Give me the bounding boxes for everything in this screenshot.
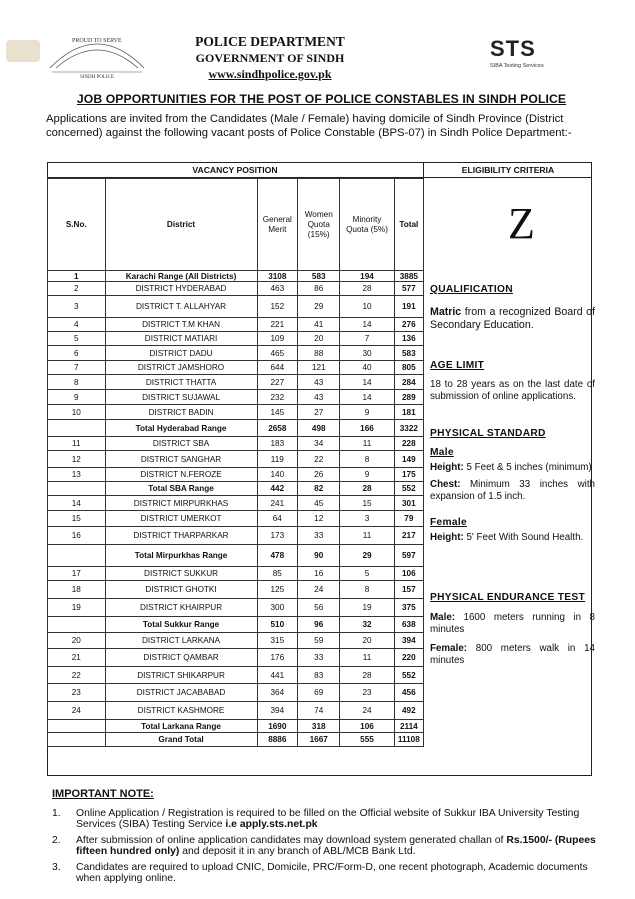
cell-sno: 1: [48, 271, 106, 282]
table-row: [48, 496, 424, 511]
cell-sno: 20: [48, 633, 106, 649]
table-row: [48, 405, 424, 420]
cell-total: 597: [394, 545, 423, 567]
cell-women-quota: 20: [298, 332, 340, 346]
eligibility-mark: Z: [508, 199, 535, 248]
cell-minority-quota: 166: [340, 420, 394, 437]
cell-sno: 6: [48, 346, 106, 361]
cell-women-quota: 88: [298, 346, 340, 361]
cell-minority-quota: 106: [340, 720, 394, 733]
cell-minority-quota: 7: [340, 332, 394, 346]
cell-minority-quota: 11: [340, 527, 394, 545]
cell-district: DISTRICT KASHMORE: [105, 702, 257, 720]
cell-women-quota: 33: [298, 649, 340, 667]
apply-link[interactable]: i.e apply.sts.net.pk: [225, 819, 318, 831]
cell-general-merit: 152: [257, 296, 298, 318]
cell-district: DISTRICT GHOTKI: [105, 581, 257, 599]
cell-district: DISTRICT SUKKUR: [105, 567, 257, 581]
cell-women-quota: 27: [298, 405, 340, 420]
cell-district: DISTRICT JACABABAD: [105, 684, 257, 702]
cell-sno: 5: [48, 332, 106, 346]
cell-general-merit: 109: [257, 332, 298, 346]
cell-general-merit: 644: [257, 361, 298, 375]
endurance-test-section: [430, 592, 595, 667]
cell-total: 3322: [394, 420, 423, 437]
table-row: [48, 702, 424, 720]
cell-minority-quota: 9: [340, 468, 394, 482]
table-row: [48, 346, 424, 361]
cell-general-merit: 394: [257, 702, 298, 720]
page-title: JOB OPPORTUNITIES FOR THE POST OF POLICE CONSTABLES IN SINDH POLICE: [76, 92, 567, 106]
cell-women-quota: 74: [298, 702, 340, 720]
range-total-row: [48, 720, 424, 733]
table-row: [48, 451, 424, 468]
male-height-text: [430, 462, 595, 474]
table-row: [48, 567, 424, 581]
cell-sno: 16: [48, 527, 106, 545]
cell-sno: 3: [48, 296, 106, 318]
col-header-total: Total: [394, 179, 423, 271]
qualification-heading: QUALIFICATION: [430, 284, 513, 295]
note-number: 1.: [52, 808, 61, 819]
cell-general-merit: 241: [257, 496, 298, 511]
age-limit-heading: AGE LIMIT: [430, 360, 485, 371]
cell-minority-quota: 14: [340, 375, 394, 390]
endurance-test-heading: PHYSICAL ENDURANCE TEST: [430, 592, 586, 603]
cell-minority-quota: 28: [340, 282, 394, 296]
cell-women-quota: 318: [298, 720, 340, 733]
table-row: [48, 296, 424, 318]
col-header-women-quota: Women Quota (15%): [298, 179, 340, 271]
intro-paragraph: Applications are invited from the Candidates (Male / Female) having domicile of Sindh Province (District concerned) against the following vacant posts of Police Constable (BPS-07) in Sindh Police Department:-: [46, 113, 572, 139]
sts-logo: [490, 36, 570, 80]
cell-total: 106: [394, 567, 423, 581]
cell-district: Total Mirpurkhas Range: [105, 545, 257, 567]
cell-district: DISTRICT SHIKARPUR: [105, 667, 257, 684]
cell-total: 157: [394, 581, 423, 599]
cell-minority-quota: 15: [340, 496, 394, 511]
cell-minority-quota: 11: [340, 649, 394, 667]
cell-minority-quota: 11: [340, 437, 394, 451]
header-line-government: GOVERNMENT OF SINDH: [195, 51, 345, 65]
cell-general-merit: 85: [257, 567, 298, 581]
table-row: [48, 375, 424, 390]
cell-total: 394: [394, 633, 423, 649]
important-note-heading: IMPORTANT NOTE:: [52, 788, 154, 800]
qualification-bold: Matric: [430, 306, 462, 318]
note-text-part: Online Application / Registration is required to be filled on the Official website of Sukkur IBA University Testing Services (SIBA) Testing Service: [76, 808, 580, 831]
cell-total: 181: [394, 405, 423, 420]
table-row: [48, 684, 424, 702]
cell-district: DISTRICT MIRPURKHAS: [105, 496, 257, 511]
table-row: [48, 437, 424, 451]
sts-logo-text: STS: [490, 36, 536, 61]
cell-general-merit: 478: [257, 545, 298, 567]
cell-sno: 23: [48, 684, 106, 702]
cell-total: 583: [394, 346, 423, 361]
cell-women-quota: 24: [298, 581, 340, 599]
cell-total: 301: [394, 496, 423, 511]
cell-general-merit: 140: [257, 468, 298, 482]
range-total-row: [48, 420, 424, 437]
cell-minority-quota: 40: [340, 361, 394, 375]
cell-minority-quota: 29: [340, 545, 394, 567]
cell-general-merit: 441: [257, 667, 298, 684]
col-header-district: District: [105, 179, 257, 271]
cell-general-merit: 221: [257, 318, 298, 332]
svg-text:PROUD TO SERVE: PROUD TO SERVE: [72, 38, 122, 44]
table-header-row: [48, 179, 424, 271]
cell-general-merit: 227: [257, 375, 298, 390]
table-row: [48, 468, 424, 482]
cell-general-merit: 8886: [257, 733, 298, 747]
cell-women-quota: 59: [298, 633, 340, 649]
cell-total: 284: [394, 375, 423, 390]
stamp-mark: [6, 40, 40, 62]
cell-sno: 14: [48, 496, 106, 511]
cell-general-merit: 125: [257, 581, 298, 599]
range-total-row: [48, 617, 424, 633]
cell-district: DISTRICT SUJAWAL: [105, 390, 257, 405]
female-walk-value: 800 meters walk in 14 minutes: [430, 643, 595, 666]
table-row: [48, 667, 424, 684]
cell-district: DISTRICT HYDERABAD: [105, 282, 257, 296]
cell-general-merit: 183: [257, 437, 298, 451]
cell-minority-quota: 555: [340, 733, 394, 747]
physical-standard-section: [430, 428, 595, 544]
cell-total: 2114: [394, 720, 423, 733]
male-height-label: Height:: [430, 462, 464, 473]
cell-general-merit: 173: [257, 527, 298, 545]
cell-women-quota: 16: [298, 567, 340, 581]
cell-women-quota: 45: [298, 496, 340, 511]
cell-district: DISTRICT JAMSHORO: [105, 361, 257, 375]
cell-sno: 7: [48, 361, 106, 375]
col-header-minority-quota: Minority Quota (5%): [340, 179, 394, 271]
header-website-link[interactable]: www.sindhpolice.gov.pk: [208, 67, 332, 81]
cell-total: 552: [394, 667, 423, 684]
female-walk-text: [430, 643, 595, 667]
age-limit-section: [430, 360, 595, 403]
cell-minority-quota: 23: [340, 684, 394, 702]
cell-total: 191: [394, 296, 423, 318]
cell-minority-quota: 20: [340, 633, 394, 649]
cell-sno: 9: [48, 390, 106, 405]
cell-women-quota: 34: [298, 437, 340, 451]
cell-sno: 8: [48, 375, 106, 390]
cell-minority-quota: 24: [340, 702, 394, 720]
cell-general-merit: 465: [257, 346, 298, 361]
cell-sno: 15: [48, 511, 106, 527]
qualification-text: [430, 306, 595, 332]
table-row: [48, 527, 424, 545]
cell-general-merit: 442: [257, 482, 298, 496]
cell-women-quota: 41: [298, 318, 340, 332]
cell-women-quota: 96: [298, 617, 340, 633]
note-text: [76, 808, 612, 831]
cell-district: DISTRICT SBA: [105, 437, 257, 451]
note-item: [52, 808, 612, 831]
cell-total: 3885: [394, 271, 423, 282]
cell-general-merit: 64: [257, 511, 298, 527]
header-line-department: POLICE DEPARTMENT: [195, 34, 345, 49]
cell-general-merit: 3108: [257, 271, 298, 282]
cell-total: 276: [394, 318, 423, 332]
cell-general-merit: 463: [257, 282, 298, 296]
cell-district: DISTRICT T. ALLAHYAR: [105, 296, 257, 318]
cell-sno: 11: [48, 437, 106, 451]
cell-district: DISTRICT KHAIRPUR: [105, 599, 257, 617]
cell-district: DISTRICT THATTA: [105, 375, 257, 390]
note-item: [52, 835, 612, 858]
cell-minority-quota: 14: [340, 390, 394, 405]
cell-minority-quota: 9: [340, 405, 394, 420]
male-run-label: Male:: [430, 612, 456, 623]
note-number: 2.: [52, 834, 61, 846]
table-row: [48, 511, 424, 527]
cell-sno: 21: [48, 649, 106, 667]
cell-women-quota: 69: [298, 684, 340, 702]
physical-standard-heading: PHYSICAL STANDARD: [430, 428, 546, 439]
cell-women-quota: 1667: [298, 733, 340, 747]
cell-women-quota: 121: [298, 361, 340, 375]
cell-sno: 22: [48, 667, 106, 684]
note-text-part: and deposit it in any branch of ABL/MCB Bank Ltd.: [179, 846, 416, 858]
cell-minority-quota: 5: [340, 567, 394, 581]
cell-general-merit: 232: [257, 390, 298, 405]
cell-district: DISTRICT THARPARKAR: [105, 527, 257, 545]
male-chest-text: [430, 479, 595, 503]
cell-general-merit: 300: [257, 599, 298, 617]
cell-total: 456: [394, 684, 423, 702]
table-row: [48, 599, 424, 617]
sindh-police-logo: [42, 28, 152, 80]
cell-sno: 10: [48, 405, 106, 420]
cell-district: Grand Total: [105, 733, 257, 747]
cell-minority-quota: 194: [340, 271, 394, 282]
cell-total: 175: [394, 468, 423, 482]
cell-total: 577: [394, 282, 423, 296]
cell-district: DISTRICT MATIARI: [105, 332, 257, 346]
cell-women-quota: 29: [298, 296, 340, 318]
cell-sno: 2: [48, 282, 106, 296]
cell-sno: [48, 733, 106, 747]
cell-minority-quota: 30: [340, 346, 394, 361]
female-walk-label: Female:: [430, 643, 468, 654]
table-row: [48, 318, 424, 332]
cell-minority-quota: 28: [340, 667, 394, 684]
col-header-general-merit: General Merit: [257, 179, 298, 271]
cell-district: DISTRICT DADU: [105, 346, 257, 361]
table-row: [48, 633, 424, 649]
cell-women-quota: 83: [298, 667, 340, 684]
cell-sno: [48, 545, 106, 567]
cell-total: 79: [394, 511, 423, 527]
cell-minority-quota: 19: [340, 599, 394, 617]
cell-total: 805: [394, 361, 423, 375]
cell-district: Total SBA Range: [105, 482, 257, 496]
sts-logo-subtitle: SIBA Testing Services: [490, 63, 544, 69]
range-total-row: [48, 545, 424, 567]
cell-sno: [48, 420, 106, 437]
female-height-value: 5' Feet With Sound Health.: [463, 532, 584, 543]
note-number: 3.: [52, 861, 61, 873]
cell-minority-quota: 8: [340, 581, 394, 599]
cell-district: Total Larkana Range: [105, 720, 257, 733]
range-total-row: [48, 482, 424, 496]
note-text-part: After submission of online application candidates may download system generated challan of: [76, 834, 507, 846]
cell-sno: 17: [48, 567, 106, 581]
cell-women-quota: 583: [298, 271, 340, 282]
cell-women-quota: 26: [298, 468, 340, 482]
note-text: Candidates are required to upload CNIC, Domicile, PRC/Form-D, one recent photograph, Academic documents when applying online.: [76, 861, 588, 885]
vacancy-table: [47, 178, 424, 747]
cell-total: 149: [394, 451, 423, 468]
male-height-value: 5 Feet & 5 inches (minimum): [463, 462, 592, 473]
cell-women-quota: 33: [298, 527, 340, 545]
cell-women-quota: 12: [298, 511, 340, 527]
cell-general-merit: 176: [257, 649, 298, 667]
challan-amount: Rs.1500/- (Rupees fifteen hundred only): [76, 834, 596, 858]
cell-general-merit: 145: [257, 405, 298, 420]
cell-total: 552: [394, 482, 423, 496]
cell-general-merit: 119: [257, 451, 298, 468]
cell-district: DISTRICT BADIN: [105, 405, 257, 420]
cell-sno: [48, 720, 106, 733]
cell-total: 136: [394, 332, 423, 346]
table-row: [48, 332, 424, 346]
cell-general-merit: 2658: [257, 420, 298, 437]
table-row: [48, 361, 424, 375]
cell-total: 217: [394, 527, 423, 545]
range-total-row: [48, 733, 424, 747]
note-item: [52, 862, 612, 885]
table-row: [48, 390, 424, 405]
cell-women-quota: 43: [298, 390, 340, 405]
male-heading: Male: [430, 447, 454, 458]
cell-total: 228: [394, 437, 423, 451]
cell-women-quota: 498: [298, 420, 340, 437]
cell-minority-quota: 28: [340, 482, 394, 496]
table-row: [48, 581, 424, 599]
cell-district: DISTRICT UMERKOT: [105, 511, 257, 527]
cell-district: Total Hyderabad Range: [105, 420, 257, 437]
col-header-sno: S.No.: [48, 179, 106, 271]
cell-minority-quota: 8: [340, 451, 394, 468]
cell-district: DISTRICT QAMBAR: [105, 649, 257, 667]
cell-sno: 12: [48, 451, 106, 468]
cell-sno: 18: [48, 581, 106, 599]
important-notes-list: [52, 808, 612, 888]
cell-total: 638: [394, 617, 423, 633]
male-chest-label: Chest:: [430, 479, 461, 490]
cell-district: DISTRICT N.FEROZE: [105, 468, 257, 482]
cell-total: 220: [394, 649, 423, 667]
table-row: [48, 271, 424, 282]
cell-total: 289: [394, 390, 423, 405]
cell-district: Karachi Range (All Districts): [105, 271, 257, 282]
cell-district: Total Sukkur Range: [105, 617, 257, 633]
cell-women-quota: 86: [298, 282, 340, 296]
department-header: [170, 34, 370, 82]
male-run-text: [430, 612, 595, 636]
eligibility-criteria-header: ELIGIBILITY CRITERIA: [424, 162, 592, 178]
female-height-label: Height:: [430, 532, 464, 543]
male-run-value: 1600 meters running in 8 minutes: [430, 612, 595, 635]
cell-total: 11108: [394, 733, 423, 747]
cell-women-quota: 22: [298, 451, 340, 468]
svg-text:SINDH POLICE: SINDH POLICE: [80, 75, 115, 80]
cell-district: DISTRICT LARKANA: [105, 633, 257, 649]
note-text: [76, 835, 612, 858]
cell-general-merit: 364: [257, 684, 298, 702]
cell-district: DISTRICT SANGHAR: [105, 451, 257, 468]
cell-general-merit: 315: [257, 633, 298, 649]
cell-district: DISTRICT T.M KHAN: [105, 318, 257, 332]
cell-women-quota: 43: [298, 375, 340, 390]
female-height-text: [430, 532, 595, 544]
cell-general-merit: 1690: [257, 720, 298, 733]
vacancy-position-header: VACANCY POSITION: [47, 162, 424, 178]
cell-sno: 19: [48, 599, 106, 617]
age-limit-text: 18 to 28 years as on the last date of submission of online applications.: [430, 379, 595, 402]
cell-minority-quota: 14: [340, 318, 394, 332]
cell-sno: 24: [48, 702, 106, 720]
vacancy-table-body: [48, 271, 424, 747]
table-row: [48, 649, 424, 667]
cell-sno: [48, 482, 106, 496]
cell-minority-quota: 3: [340, 511, 394, 527]
cell-total: 375: [394, 599, 423, 617]
female-heading: Female: [430, 517, 467, 528]
cell-women-quota: 56: [298, 599, 340, 617]
table-row: [48, 282, 424, 296]
male-chest-value: Minimum 33 inches with expansion of 1.5 inch.: [430, 479, 595, 502]
cell-minority-quota: 32: [340, 617, 394, 633]
cell-sno: [48, 617, 106, 633]
qualification-section: [430, 284, 595, 332]
qualification-detail: from a recognized Board of Secondary Education.: [430, 306, 595, 331]
cell-minority-quota: 10: [340, 296, 394, 318]
cell-general-merit: 510: [257, 617, 298, 633]
cell-total: 492: [394, 702, 423, 720]
cell-sno: 4: [48, 318, 106, 332]
cell-sno: 13: [48, 468, 106, 482]
cell-women-quota: 82: [298, 482, 340, 496]
cell-women-quota: 90: [298, 545, 340, 567]
